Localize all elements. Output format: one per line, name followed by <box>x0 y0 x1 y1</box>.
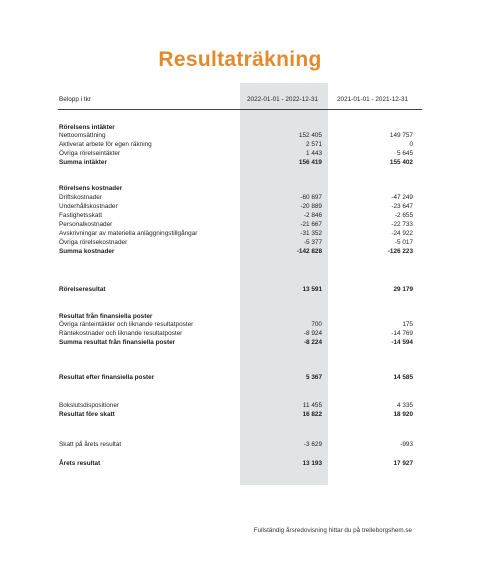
row-label: Driftskostnader <box>59 194 102 201</box>
value-2021: 29 179 <box>393 286 413 293</box>
row-label: Resultat från finansiella poster <box>59 313 153 320</box>
row-label: Summa intäkter <box>59 159 107 166</box>
value-2021: -14 769 <box>391 330 413 337</box>
row-label: Fastighetsskatt <box>59 212 102 219</box>
value-2021: -24 922 <box>391 230 413 237</box>
value-2021: 175 <box>402 321 413 328</box>
row-label: Övriga rörelseintäkter <box>59 150 121 157</box>
value-2021: -14 594 <box>391 339 413 346</box>
value-2021: -47 249 <box>391 194 413 201</box>
row-label: Personalkostnader <box>59 221 113 228</box>
value-2022: -8 924 <box>303 330 322 337</box>
row-label: Underhållskostnader <box>59 203 118 210</box>
value-2022: -60 697 <box>300 194 322 201</box>
value-2021: -22 733 <box>391 221 413 228</box>
value-2021: 5 645 <box>397 150 413 157</box>
value-2022: 2 571 <box>306 141 322 148</box>
value-2021: 18 920 <box>393 411 413 418</box>
value-2022: 156 419 <box>298 159 322 166</box>
value-2022: -142 828 <box>296 248 322 255</box>
value-2022: -3 629 <box>303 441 322 448</box>
row-label: Nettoomsättning <box>59 132 106 139</box>
value-2021: 14 585 <box>393 374 413 381</box>
value-2022: 700 <box>311 321 322 328</box>
value-2021: -5 017 <box>394 239 413 246</box>
row-label: Bokslutsdispositioner <box>59 402 120 409</box>
value-2021: 17 927 <box>393 460 413 467</box>
row-label: Övriga ränteintäkter och liknande resultatposter <box>59 321 194 328</box>
row-label: Rörelseresultat <box>59 286 106 293</box>
value-2022: 152 405 <box>298 132 322 139</box>
row-label: Årets resultat <box>59 460 101 467</box>
row-label: Övriga rörelsekostnader <box>59 239 128 246</box>
row-label: Summa resultat från finansiella poster <box>59 339 176 346</box>
value-2022: 13 591 <box>302 286 322 293</box>
row-label: Summa kostnader <box>59 248 115 255</box>
value-2021: -23 647 <box>391 203 413 210</box>
value-2021: 155 402 <box>389 159 413 166</box>
row-label: Rörelsens intäkter <box>59 124 115 131</box>
value-2022: -2 846 <box>303 212 322 219</box>
header-divider <box>58 109 422 110</box>
row-label: Resultat före skatt <box>59 411 115 418</box>
footer-note: Fullständig årsredovisning hittar du på trelleborgshem.se <box>253 527 412 534</box>
value-2021: -2 655 <box>394 212 413 219</box>
value-2021: -126 223 <box>387 248 413 255</box>
value-2022: 16 822 <box>302 411 322 418</box>
value-2022: 5 367 <box>306 374 322 381</box>
value-2022: -5 377 <box>303 239 322 246</box>
value-2022: 1 443 <box>306 150 322 157</box>
column-header-2021: 2021-01-01 - 2021-12-31 <box>337 96 409 103</box>
column-header-label: Belopp i tkr <box>59 96 91 103</box>
row-label: Rörelsens kostnader <box>59 185 123 192</box>
value-2021: 4 335 <box>397 402 413 409</box>
value-2021: 149 757 <box>389 132 413 139</box>
value-2022: 13 193 <box>302 460 322 467</box>
value-2022: -21 667 <box>300 221 322 228</box>
row-label: Resultat efter finansiella poster <box>59 374 155 381</box>
row-label: Avskrivningar av materiella anläggningstillgångar <box>59 230 198 237</box>
row-label: Aktiverat arbete för egen räkning <box>59 141 152 148</box>
row-label: Räntekostnader och liknande resultatposter <box>59 330 183 337</box>
value-2021: 0 <box>409 141 413 148</box>
column-header-2022: 2022-01-01 - 2022-12-31 <box>247 96 319 103</box>
value-2022: 11 455 <box>302 402 322 409</box>
page-title: Resultaträkning <box>158 48 322 71</box>
value-2022: -20 889 <box>300 203 322 210</box>
value-2021: -993 <box>400 441 413 448</box>
row-label: Skatt på årets resultat <box>59 441 122 448</box>
value-2022: -31 352 <box>300 230 322 237</box>
value-2022: -8 224 <box>303 339 322 346</box>
